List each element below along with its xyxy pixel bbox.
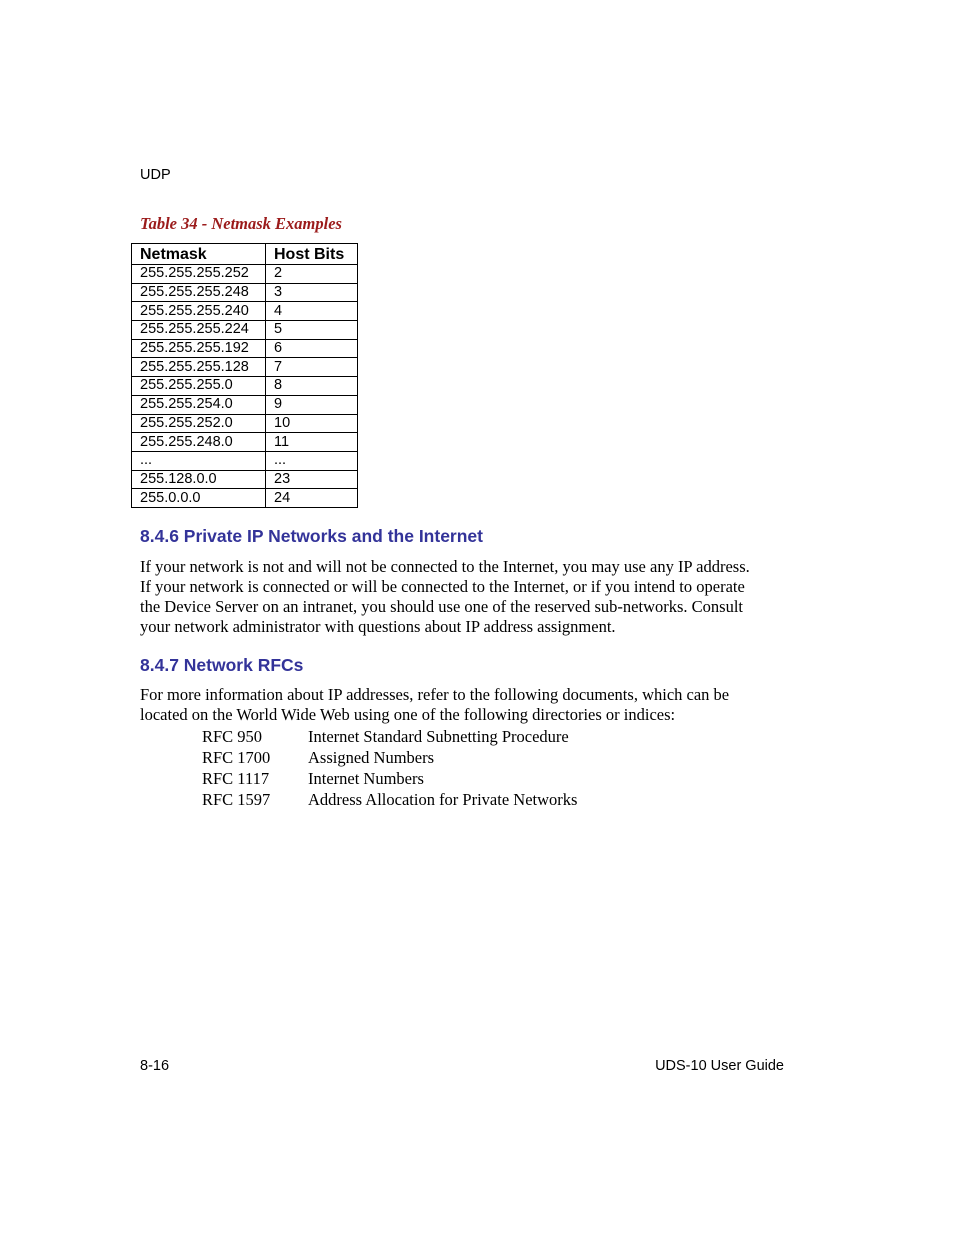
- table-header-row: [132, 244, 358, 265]
- paragraph-line: your network administrator with questions about IP address assignment.: [140, 617, 616, 636]
- netmask-cell: 255.255.255.192: [132, 339, 266, 358]
- netmask-cell: 255.255.248.0: [132, 433, 266, 452]
- column-header-netmask: Netmask: [132, 244, 266, 265]
- host-bits-cell: 2: [266, 265, 358, 284]
- netmask-cell: 255.0.0.0: [132, 489, 266, 508]
- table-row: [132, 377, 358, 396]
- netmask-cell: 255.255.255.224: [132, 321, 266, 340]
- rfc-id: RFC 1597: [202, 790, 271, 809]
- rfc-title: Internet Numbers: [308, 769, 424, 788]
- rfc-list: [202, 726, 577, 810]
- rfc-title: Assigned Numbers: [308, 748, 435, 767]
- rfc-item: [202, 747, 577, 768]
- table-row: [132, 358, 358, 377]
- rfc-item: [202, 726, 577, 747]
- document-title: UDS-10 User Guide: [655, 1058, 784, 1074]
- paragraph-line: If your network is connected or will be connected to the Internet, or if you intend to operate: [140, 577, 745, 596]
- host-bits-cell: 9: [266, 395, 358, 414]
- rfc-title: Address Allocation for Private Networks: [308, 790, 578, 809]
- netmask-table: [131, 243, 358, 508]
- host-bits-cell: 23: [266, 470, 358, 489]
- table-row: [132, 339, 358, 358]
- netmask-cell: 255.255.255.252: [132, 265, 266, 284]
- netmask-cell: 255.128.0.0: [132, 470, 266, 489]
- table-caption: Table 34 - Netmask Examples: [140, 214, 342, 233]
- table-row: [132, 451, 358, 470]
- host-bits-cell: 5: [266, 321, 358, 340]
- running-header: UDP: [140, 167, 171, 183]
- private-ip-paragraph: [140, 557, 790, 637]
- page-number: 8-16: [140, 1058, 170, 1074]
- host-bits-cell: 6: [266, 339, 358, 358]
- host-bits-cell: 3: [266, 283, 358, 302]
- rfc-item: [202, 768, 577, 789]
- rfc-id: RFC 1117: [202, 769, 270, 788]
- host-bits-cell: 11: [266, 433, 358, 452]
- host-bits-cell: 24: [266, 489, 358, 508]
- rfc-title: Internet Standard Subnetting Procedure: [308, 727, 569, 746]
- netmask-cell: 255.255.255.128: [132, 358, 266, 377]
- host-bits-cell: 7: [266, 358, 358, 377]
- table-row: [132, 395, 358, 414]
- table-row: [132, 302, 358, 321]
- paragraph-line: the Device Server on an intranet, you should use one of the reserved sub-networks. Consult: [140, 597, 744, 616]
- table-row: [132, 414, 358, 433]
- table-row: [132, 470, 358, 489]
- table-body: [132, 265, 358, 508]
- table-row: [132, 321, 358, 340]
- netmask-cell: 255.255.255.0: [132, 377, 266, 396]
- host-bits-cell: 8: [266, 377, 358, 396]
- table-row: [132, 265, 358, 284]
- table-row: [132, 283, 358, 302]
- rfc-id: RFC 950: [202, 727, 263, 746]
- section-heading-private-ip: 8.4.6 Private IP Networks and the Internet: [140, 526, 483, 546]
- paragraph-line: For more information about IP addresses, refer to the following documents, which can be: [140, 685, 730, 704]
- host-bits-cell: 10: [266, 414, 358, 433]
- column-header-host-bits: Host Bits: [266, 244, 358, 265]
- network-rfcs-paragraph: [140, 685, 790, 725]
- rfc-id: RFC 1700: [202, 748, 271, 767]
- table-row: [132, 489, 358, 508]
- paragraph-line: If your network is not and will not be connected to the Internet, you may use any IP address.: [140, 557, 750, 576]
- netmask-cell: 255.255.255.240: [132, 302, 266, 321]
- netmask-cell: 255.255.254.0: [132, 395, 266, 414]
- netmask-cell: 255.255.255.248: [132, 283, 266, 302]
- netmask-cell: ...: [132, 451, 266, 470]
- table-row: [132, 433, 358, 452]
- section-heading-network-rfcs: 8.4.7 Network RFCs: [140, 655, 304, 675]
- host-bits-cell: ...: [266, 451, 358, 470]
- host-bits-cell: 4: [266, 302, 358, 321]
- netmask-cell: 255.255.252.0: [132, 414, 266, 433]
- paragraph-line: located on the World Wide Web using one of the following directories or indices:: [140, 705, 676, 724]
- rfc-item: [202, 789, 577, 810]
